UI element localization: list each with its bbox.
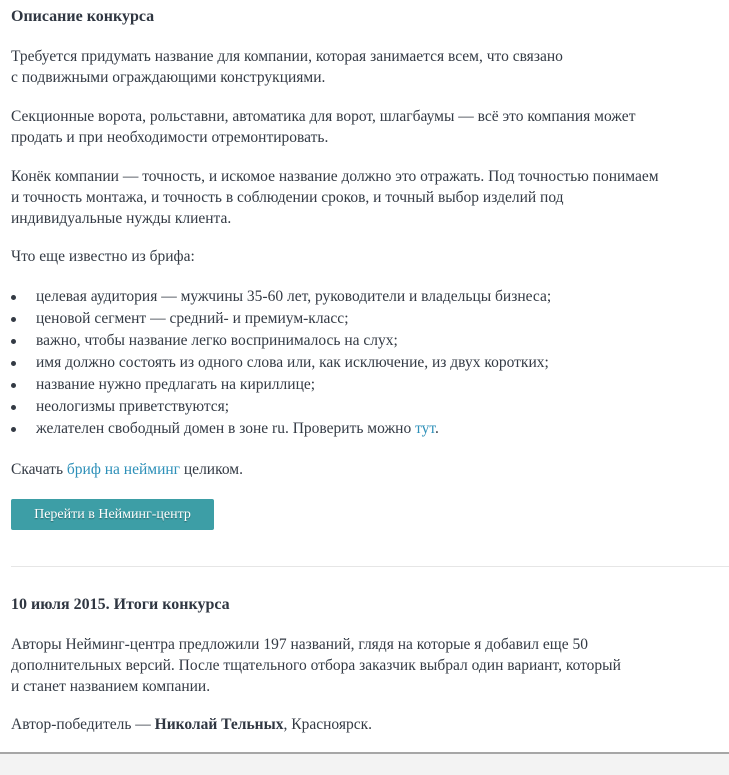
results-paragraph	[11, 634, 726, 697]
text-line: дополнительных версий. После тщательного отбора заказчик выбрал один вариант, который	[11, 657, 621, 674]
list-item	[11, 396, 726, 418]
bullet-icon	[11, 317, 16, 322]
text-line: с подвижными ограждающими конструкциями.	[11, 69, 326, 86]
winner-suffix: , Красноярск.	[283, 716, 372, 733]
bullet-icon	[11, 339, 16, 344]
list-item-text: неологизмы приветствуются;	[36, 398, 230, 415]
winner-name: Николай Тельных	[154, 716, 284, 733]
text-line: и точность монтажа, и точность в соблюдении сроков, и точный выбор изделий под	[11, 189, 564, 206]
text-line: Авторы Нейминг-центра предложили 197 названий, глядя на которые я добавил еще 50	[11, 636, 588, 653]
list-item-text: название нужно предлагать на кириллице;	[36, 376, 316, 393]
brief-download-link[interactable]: бриф на нейминг	[66, 461, 181, 478]
download-suffix: целиком.	[180, 461, 243, 478]
list-item	[11, 308, 726, 330]
list-item-text: целевая аудитория — мужчины 35-60 лет, руководители и владельцы бизнеса;	[36, 288, 552, 305]
winner-prefix: Автор-победитель —	[11, 716, 155, 733]
page-footer-area	[0, 752, 729, 775]
bullet-icon	[11, 361, 16, 366]
text-line: Требуется придумать название для компании, которая занимается всем, что связано	[11, 48, 563, 65]
list-item-text: имя должно состоять из одного слова или, как исключение, из двух коротких;	[36, 354, 549, 371]
section-title-results: 10 июля 2015. Итоги конкурса	[11, 596, 230, 613]
section-divider	[11, 566, 729, 567]
list-item	[11, 352, 726, 374]
brief-intro: Что еще известно из брифа:	[11, 248, 195, 265]
list-item-text: важно, чтобы название легко воспринималось на слух;	[36, 332, 398, 349]
text-line: индивидуальные нужды клиента.	[11, 210, 232, 227]
precision-paragraph	[11, 166, 726, 229]
section-title-description: Описание конкурса	[11, 8, 155, 25]
download-prefix: Скачать	[11, 461, 67, 478]
naming-center-button[interactable]: Перейти в Нейминг-центр	[11, 499, 214, 530]
text-line: Секционные ворота, рольставни, автоматика для ворот, шлагбаумы — всё это компания может	[11, 108, 636, 125]
bullet-icon	[11, 405, 16, 410]
brief-list	[11, 286, 726, 440]
winner-paragraph	[11, 714, 726, 735]
list-item	[11, 330, 726, 352]
download-paragraph	[11, 459, 726, 480]
domain-check-link[interactable]: тут	[415, 420, 436, 437]
text-line: и станет названием компании.	[11, 678, 211, 695]
services-paragraph	[11, 106, 726, 148]
intro-paragraph	[11, 46, 726, 88]
list-item	[11, 374, 726, 396]
bullet-icon	[11, 383, 16, 388]
list-item-text: ценовой сегмент — средний- и премиум-класс;	[36, 310, 349, 327]
bullet-icon	[11, 295, 16, 300]
list-item	[11, 418, 726, 440]
list-item	[11, 286, 726, 308]
punctuation: .	[435, 420, 439, 437]
bullet-icon	[11, 427, 16, 432]
text-line: продать и при необходимости отремонтировать.	[11, 129, 329, 146]
list-item-text: желателен свободный домен в зоне ru. Проверить можно	[36, 420, 416, 437]
text-line: Конёк компании — точность, и искомое название должно это отражать. Под точностью понимаем	[11, 168, 659, 185]
